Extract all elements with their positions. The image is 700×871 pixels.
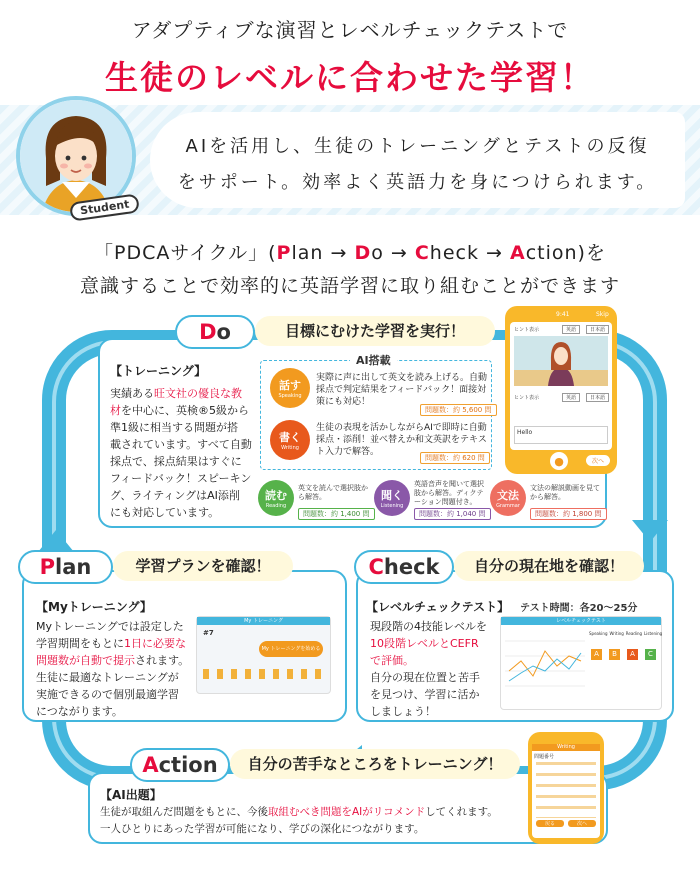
check-grades [591, 649, 656, 660]
pdca-a: A [509, 242, 526, 264]
mic-icon[interactable]: ● [550, 452, 568, 470]
check-body-seg: 10段階レベルとCEFR [370, 637, 479, 650]
pdca-arrow: → [383, 242, 415, 264]
do-body-seg: 旺文社の優良な教 [154, 387, 242, 400]
action-line-seg: 生徒が取組んだ問題をもとに、今後 [100, 806, 268, 818]
do-title: 目標にむけた学習を実行！ [255, 316, 495, 346]
check-body-seg: 自分の現在位置と苦手 [370, 671, 480, 684]
check-screen [500, 616, 662, 710]
action-phone-screen [532, 744, 600, 838]
do-tab-first: D [199, 320, 217, 344]
check-grade: C [645, 649, 656, 660]
plan-screen [196, 616, 331, 694]
action-next-button[interactable]: 次へ [568, 820, 596, 827]
grammar-en: Grammar [496, 503, 520, 509]
phone-jp-toggle-2[interactable]: 日本語 [586, 393, 609, 402]
plan-body-seg: されます。 [135, 654, 190, 667]
check-screen-head: レベルチェックテスト [501, 617, 661, 625]
write-circle [270, 420, 310, 460]
check-body-seg: を見つけ、学習に活か [370, 688, 480, 701]
check-title: 自分の現在地を確認！ [454, 551, 644, 581]
do-body-seg: 材 [110, 404, 121, 417]
plan-body-seg: につながります。 [36, 705, 123, 718]
read-count: 問題数：約 1,400 問 [298, 508, 375, 520]
action-screen-head: Writing [532, 744, 600, 751]
phone-next-button[interactable]: 次へ [586, 455, 610, 466]
phone-jp-toggle[interactable]: 日本語 [586, 325, 609, 334]
phone-teacher [514, 336, 608, 386]
check-body-seg: 現段階の4技能レベルを [370, 620, 487, 633]
write-count: 問題数：約 620 問 [420, 452, 490, 464]
check-grade: A [627, 649, 638, 660]
plan-body: Myトレーニングでは設定した 学習期間をもとに1日に必要な 問題数が自動で提示されます。 生徒に最適なトレーニングが 実施できるので個別最適学習 につながります。 [36, 620, 190, 718]
message-line-2: をサポート。効率よく英語力を身につけられます。 [177, 172, 658, 193]
action-tab-first: A [142, 753, 159, 777]
message-line-1: AIを活用し、生徒のトレーニングとテストの反復 [185, 136, 650, 157]
pdca-do-rest: o [371, 242, 384, 264]
phone-hint[interactable]: ヒント表示 [514, 327, 540, 333]
listen-circle [374, 480, 410, 516]
pdca-check-rest: heck [429, 242, 479, 264]
phone-hint-2[interactable]: ヒント表示 [514, 395, 540, 401]
check-grade: B [609, 649, 620, 660]
plan-tab [18, 550, 113, 584]
pdca-post: )を [577, 242, 606, 264]
check-body [370, 618, 498, 720]
cycle-arrow-right [632, 520, 668, 542]
action-section: 【AI出題】 [100, 788, 162, 802]
plan-start-button[interactable]: My トレーニングを始める [259, 641, 323, 657]
plan-body-seg: Myトレーニングでは設定した [36, 620, 184, 633]
pdca-pre: 「PDCAサイクル」( [94, 242, 277, 264]
phone-input[interactable]: Hello [514, 426, 608, 444]
plan-screen-head: My トレーニング [197, 617, 330, 625]
cycle-arrow-left [38, 530, 74, 552]
check-grade: A [591, 649, 602, 660]
check-cols [589, 631, 662, 636]
plan-screen-chars [203, 669, 324, 679]
check-body-seg: で評価。 [370, 654, 414, 667]
action-line-1 [100, 804, 540, 821]
do-body-seg: フィードバック！スピーキン [110, 472, 252, 485]
student-message [150, 112, 685, 208]
phone-en-toggle[interactable]: 英語 [562, 325, 580, 334]
pdca-plan-rest: lan [291, 242, 324, 264]
pdca-line-1 [0, 238, 700, 265]
grammar-circle [490, 480, 526, 516]
action-back-button[interactable]: 戻る [536, 820, 564, 827]
action-tab [130, 748, 230, 782]
write-label: 書く [279, 431, 301, 444]
grammar-label: 文法 [497, 489, 519, 502]
action-line-seg: 取組むべき問題をAIがリコメンド [268, 806, 426, 818]
plan-body-seg: 生徒に最適なトレーニングが [36, 671, 179, 684]
pdca-arrow: → [323, 242, 355, 264]
check-time: テスト時間：各20～25分 [520, 603, 638, 614]
read-en: Reading [265, 503, 287, 509]
pdca-action-rest: ction [525, 242, 578, 264]
read-circle [258, 480, 294, 516]
do-body-seg: 採点で、採点結果はすぐに [110, 455, 242, 468]
do-body-seg: を中心に、英検®5級から [121, 404, 249, 417]
check-section: 【レベルチェックテスト】 [366, 600, 510, 614]
speak-label: 話す [279, 379, 301, 392]
write-en: Writing [281, 445, 299, 451]
do-body-seg: 実績ある [110, 387, 154, 400]
action-title: 自分の苦手なところをトレーニング！ [230, 749, 520, 779]
header-title: 生徒のレベルに合わせた学習！ [105, 58, 595, 97]
check-tab-first: C [368, 555, 384, 579]
pdca-p: P [276, 242, 292, 264]
plan-body-seg: 問題数が自動で提示 [36, 654, 135, 667]
check-chart [505, 631, 585, 701]
header-subtitle: アダプティブな演習とレベルチェックテストで [131, 18, 569, 42]
action-screen-list [536, 762, 596, 818]
do-tab-rest: o [216, 320, 231, 344]
action-tab-rest: ction [158, 753, 218, 777]
pdca-d: D [354, 242, 372, 264]
listen-label: 聞く [381, 489, 403, 502]
action-line-2: 一人ひとりにあった学習が可能になり、学びの深化につながります。 [100, 823, 425, 835]
check-tab [354, 550, 454, 584]
phone-time: 9:41 [556, 311, 570, 318]
action-line-seg: してくれます。 [425, 806, 498, 818]
listen-count: 問題数：約 1,040 問 [414, 508, 491, 520]
pdca-line-2: 意識することで効率的に英語学習に取り組むことができます [79, 275, 620, 297]
plan-body-seg: 実施できるので個別最適学習 [36, 688, 179, 701]
check-col: Speaking [589, 631, 608, 636]
check-col: Reading [625, 631, 643, 636]
plan-tab-rest: lan [55, 555, 92, 579]
speak-en: Speaking [278, 393, 302, 399]
phone-skip[interactable]: Skip [596, 311, 609, 318]
do-body [110, 385, 255, 521]
pdca-arrow: → [478, 242, 510, 264]
do-body-seg: グ、ライティングはAI添削 [110, 489, 240, 502]
check-col: Writing [609, 631, 624, 636]
grammar-count: 問題数：約 1,800 問 [530, 508, 607, 520]
do-tab [175, 315, 255, 349]
plan-section: 【Myトレーニング】 [36, 600, 152, 614]
speak-count: 問題数：約 5,600 問 [420, 404, 497, 416]
check-tab-rest: heck [383, 555, 440, 579]
phone-en-toggle-2[interactable]: 英語 [562, 393, 580, 402]
plan-body-seg: 日に必要な [131, 637, 186, 650]
do-body-seg: 載されています。すべて自動 [110, 438, 252, 451]
student-badge: Student [69, 193, 140, 221]
listen-text: 英語音声を聞いて選択肢から解答。ディクテーション問題付き。 [414, 480, 484, 506]
ai-label: AI搭載 [350, 352, 397, 368]
plan-tab-first: P [39, 555, 56, 579]
pdca-c: C [414, 242, 430, 264]
plan-title: 学習プランを確認！ [113, 551, 293, 581]
speak-text: 実際に声に出して英文を読み上げる。自動採点で判定結果をフィードバック！面接対策にも対応！ [316, 373, 488, 407]
plan-body-seg: 学習期間をもとに [36, 637, 124, 650]
action-screen-sub: 問題番号 [534, 754, 555, 760]
grammar-text: 文法の解説動画を見てから解答。 [530, 484, 600, 501]
do-body-seg: にも対応しています。 [110, 506, 220, 519]
speak-circle [270, 368, 310, 408]
check-body-seg: しましょう！ [370, 705, 436, 718]
plan-screen-num: #7 [203, 629, 214, 637]
listen-en: Listening [380, 503, 404, 509]
read-label: 読む [265, 489, 287, 502]
do-section: 【トレーニング】 [110, 364, 207, 378]
write-text: 生徒の表現を活かしながらAIで即時に自動採点・添削！並べ替えか和文英訳をテキスト入力で解答。 [316, 423, 487, 457]
read-text: 英文を読んで選択肢から解答。 [298, 484, 368, 501]
do-body-seg: 準1級に相当する問題が搭 [110, 421, 238, 434]
check-col: Listening [644, 631, 663, 636]
